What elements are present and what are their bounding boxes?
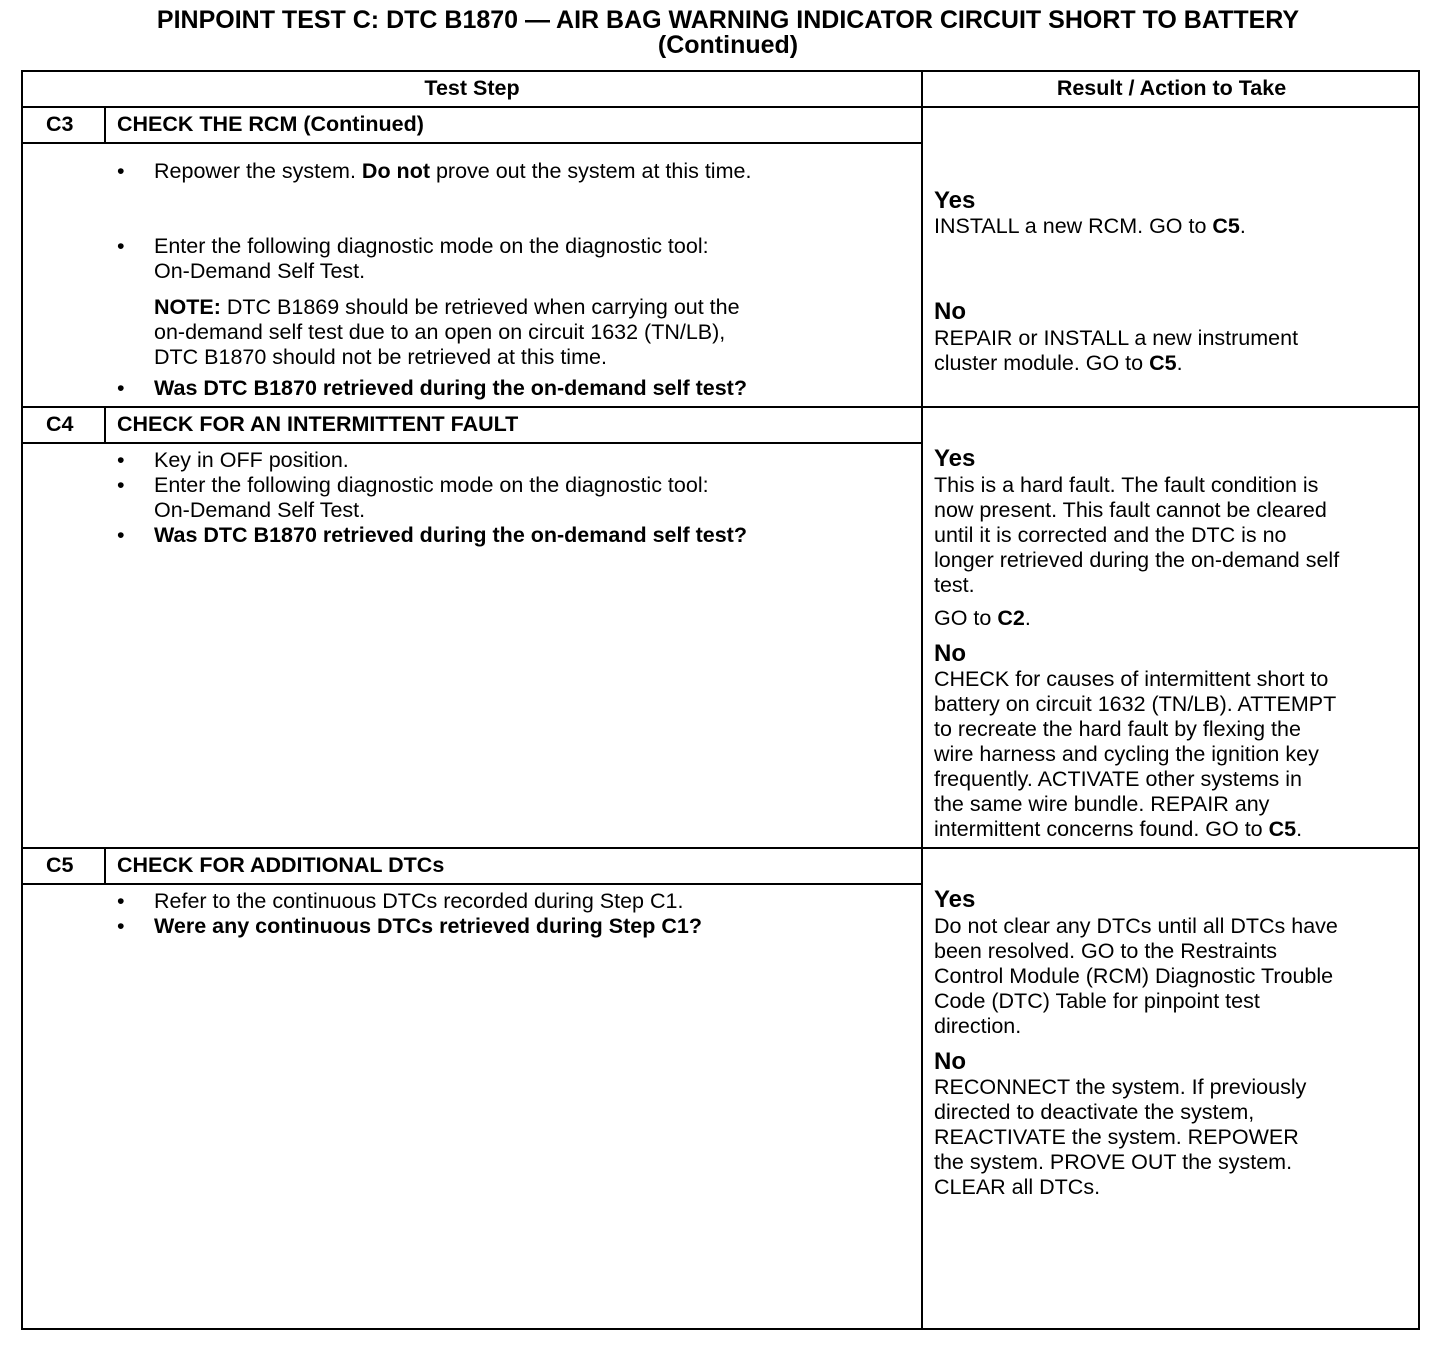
- bullet-icon: •: [117, 523, 125, 547]
- c4-no-line-1: CHECK for causes of intermittent short to: [934, 667, 1329, 691]
- step-heading-c5: CHECK FOR ADDITIONAL DTCs: [117, 853, 445, 877]
- c5-no-line-4: the system. PROVE OUT the system.: [934, 1150, 1293, 1174]
- step-heading-c4: CHECK FOR AN INTERMITTENT FAULT: [117, 412, 519, 436]
- bullet-icon: •: [117, 376, 125, 400]
- c4-yes-label: Yes: [934, 445, 976, 472]
- c4-bullet-1: Key in OFF position.: [154, 448, 349, 472]
- c3-question: Was DTC B1870 retrieved during the on-demand self test?: [154, 376, 747, 400]
- c3-note-line-2: on-demand self test due to an open on circuit 1632 (TN/LB),: [154, 320, 726, 344]
- c5-question: Were any continuous DTCs retrieved during Step C1?: [154, 914, 702, 938]
- bullet-icon: •: [117, 448, 125, 472]
- c3-no-action-line-2: cluster module. GO to C5.: [934, 351, 1183, 375]
- c5-yes-line-2: been resolved. GO to the Restraints: [934, 939, 1277, 963]
- bullet-icon: •: [117, 914, 125, 938]
- c4-bullet-2-line-1: Enter the following diagnostic mode on the diagnostic tool:: [154, 473, 709, 497]
- c4-yes-line-3: until it is corrected and the DTC is no: [934, 523, 1287, 547]
- c4-yes-line-5: test.: [934, 573, 975, 597]
- c5-no-line-1: RECONNECT the system. If previously: [934, 1075, 1307, 1099]
- c4-no-label: No: [934, 640, 966, 667]
- header-result: Result / Action to Take: [1056, 76, 1287, 100]
- step-id-c3: C3: [46, 112, 74, 136]
- c3-bullet-1: Repower the system. Do not prove out the system at this time.: [154, 159, 752, 183]
- header-test-step: Test Step: [424, 76, 520, 100]
- c3-id-divider: [104, 106, 106, 143]
- c4-no-line-5: frequently. ACTIVATE other systems in: [934, 767, 1303, 791]
- c5-yes-line-3: Control Module (RCM) Diagnostic Trouble: [934, 964, 1334, 988]
- c5-yes-line-4: Code (DTC) Table for pinpoint test: [934, 989, 1260, 1013]
- c4-no-line-4: wire harness and cycling the ignition key: [934, 742, 1319, 766]
- c4-bullet-2-line-2: On-Demand Self Test.: [154, 498, 366, 522]
- step-heading-c3: CHECK THE RCM (Continued): [117, 112, 424, 136]
- header-divider: [21, 106, 1420, 108]
- c4-id-divider: [104, 406, 106, 443]
- c4-heading-underline: [21, 442, 922, 444]
- c3-bullet-2-line-2: On-Demand Self Test.: [154, 259, 366, 283]
- c5-no-line-3: REACTIVATE the system. REPOWER: [934, 1125, 1299, 1149]
- page-subtitle: (Continued): [657, 31, 799, 59]
- c4-yes-line-1: This is a hard fault. The fault condition is: [934, 473, 1319, 497]
- c3-yes-action: INSTALL a new RCM. GO to C5.: [934, 214, 1246, 238]
- bullet-icon: •: [117, 889, 125, 913]
- c5-yes-line-5: direction.: [934, 1014, 1022, 1038]
- bullet-icon: •: [117, 473, 125, 497]
- c3-note-line-1: NOTE: DTC B1869 should be retrieved when carrying out the: [154, 295, 740, 319]
- c4-no-line-7: intermittent concerns found. GO to C5.: [934, 817, 1303, 841]
- c3-yes-label: Yes: [934, 187, 976, 214]
- c3-heading-underline: [21, 142, 922, 144]
- c5-yes-line-1: Do not clear any DTCs until all DTCs have: [934, 914, 1338, 938]
- c5-heading-underline: [21, 883, 922, 885]
- c5-no-line-2: directed to deactivate the system,: [934, 1100, 1255, 1124]
- c4-yes-line-2: now present. This fault cannot be cleared: [934, 498, 1327, 522]
- row-divider-c4: [21, 406, 1420, 408]
- step-id-c5: C5: [46, 853, 74, 877]
- c5-no-label: No: [934, 1048, 966, 1075]
- column-divider: [921, 70, 923, 1330]
- c5-bullet-1: Refer to the continuous DTCs recorded during Step C1.: [154, 889, 684, 913]
- row-divider-c5: [21, 847, 1420, 849]
- c3-no-label: No: [934, 298, 966, 325]
- page-title: PINPOINT TEST C: DTC B1870 — AIR BAG WARNING INDICATOR CIRCUIT SHORT TO BATTERY: [156, 6, 1300, 34]
- step-id-c4: C4: [46, 412, 74, 436]
- c3-bullet-2-line-1: Enter the following diagnostic mode on the diagnostic tool:: [154, 234, 709, 258]
- c5-yes-label: Yes: [934, 886, 976, 913]
- c4-no-line-3: to recreate the hard fault by flexing the: [934, 717, 1301, 741]
- c3-no-action-line-1: REPAIR or INSTALL a new instrument: [934, 326, 1299, 350]
- c5-no-line-5: CLEAR all DTCs.: [934, 1175, 1101, 1199]
- bullet-icon: •: [117, 234, 125, 258]
- c4-no-line-2: battery on circuit 1632 (TN/LB). ATTEMPT: [934, 692, 1337, 716]
- c4-no-line-6: the same wire bundle. REPAIR any: [934, 792, 1270, 816]
- c5-id-divider: [104, 847, 106, 884]
- c4-yes-line-4: longer retrieved during the on-demand self: [934, 548, 1340, 572]
- bullet-icon: •: [117, 159, 125, 183]
- c4-goto: GO to C2.: [934, 606, 1031, 630]
- c3-note-line-3: DTC B1870 should not be retrieved at this time.: [154, 345, 607, 369]
- c4-question: Was DTC B1870 retrieved during the on-demand self test?: [154, 523, 747, 547]
